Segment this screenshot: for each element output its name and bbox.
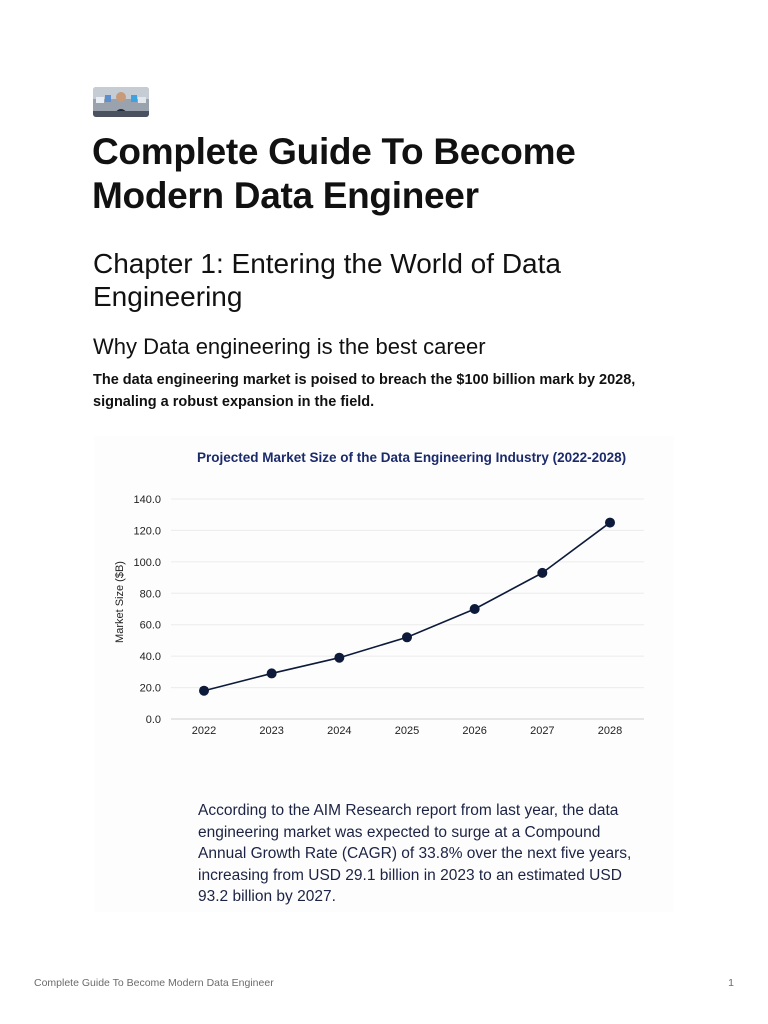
author-photo-icon xyxy=(93,87,149,117)
y-tick-label: 0.0 xyxy=(145,714,161,726)
data-point xyxy=(402,632,412,642)
y-axis-label: Market Size ($B) xyxy=(114,561,126,643)
x-tick-label: 2025 xyxy=(394,725,420,737)
x-tick-label: 2027 xyxy=(530,725,555,737)
x-tick-label: 2024 xyxy=(327,725,352,737)
data-point xyxy=(334,653,344,663)
author-thumbnail xyxy=(93,87,149,117)
y-tick-labels xyxy=(133,494,161,726)
data-point xyxy=(199,686,209,696)
x-tick-label: 2028 xyxy=(597,725,623,737)
data-point xyxy=(537,568,547,578)
data-point xyxy=(267,668,277,678)
y-tick-label: 60.0 xyxy=(139,619,161,632)
market-size-line-chart xyxy=(94,436,674,776)
x-tick-label: 2026 xyxy=(462,725,487,737)
x-tick-label: 2023 xyxy=(259,725,284,737)
footer-document-title: Complete Guide To Become Modern Data Engineer xyxy=(34,977,274,989)
y-tick-label: 100.0 xyxy=(133,556,161,569)
x-tick-label: 2022 xyxy=(191,725,217,737)
y-tick-label: 20.0 xyxy=(139,682,161,695)
chapter-heading: Chapter 1: Entering the World of Data Engineering xyxy=(93,248,561,312)
series-line xyxy=(204,523,610,691)
series-line-path xyxy=(204,523,610,691)
y-tick-label: 120.0 xyxy=(133,525,161,538)
y-tick-label: 140.0 xyxy=(133,494,161,506)
y-tick-label: 40.0 xyxy=(139,651,161,664)
x-tick-labels xyxy=(192,725,622,737)
data-points xyxy=(199,518,615,696)
footer-page-number: 1 xyxy=(728,977,734,989)
y-tick-label: 80.0 xyxy=(139,588,161,601)
chart-title: Projected Market Size of the Data Engineering Industry (2022-2028) xyxy=(197,450,627,465)
page-title: Complete Guide To Become Modern Data Engineer xyxy=(92,131,576,216)
lead-paragraph: The data engineering market is poised to breach the $100 billion mark by 2028, signaling a robust expansion in the field. xyxy=(93,372,636,410)
grid-lines xyxy=(171,499,644,719)
figure-caption: According to the AIM Research report from last year, the data engineering market was expected to surge at a Compound Annual Growth Rate (CAGR) of 33.8% over the next five years, increasing from USD 29.1 billion in 2023 to an estimated USD 93.2 billion by 2027. xyxy=(198,802,632,905)
section-heading: Why Data engineering is the best career xyxy=(93,334,486,359)
data-point xyxy=(470,604,480,614)
data-point xyxy=(605,518,615,528)
market-size-figure xyxy=(94,436,674,912)
